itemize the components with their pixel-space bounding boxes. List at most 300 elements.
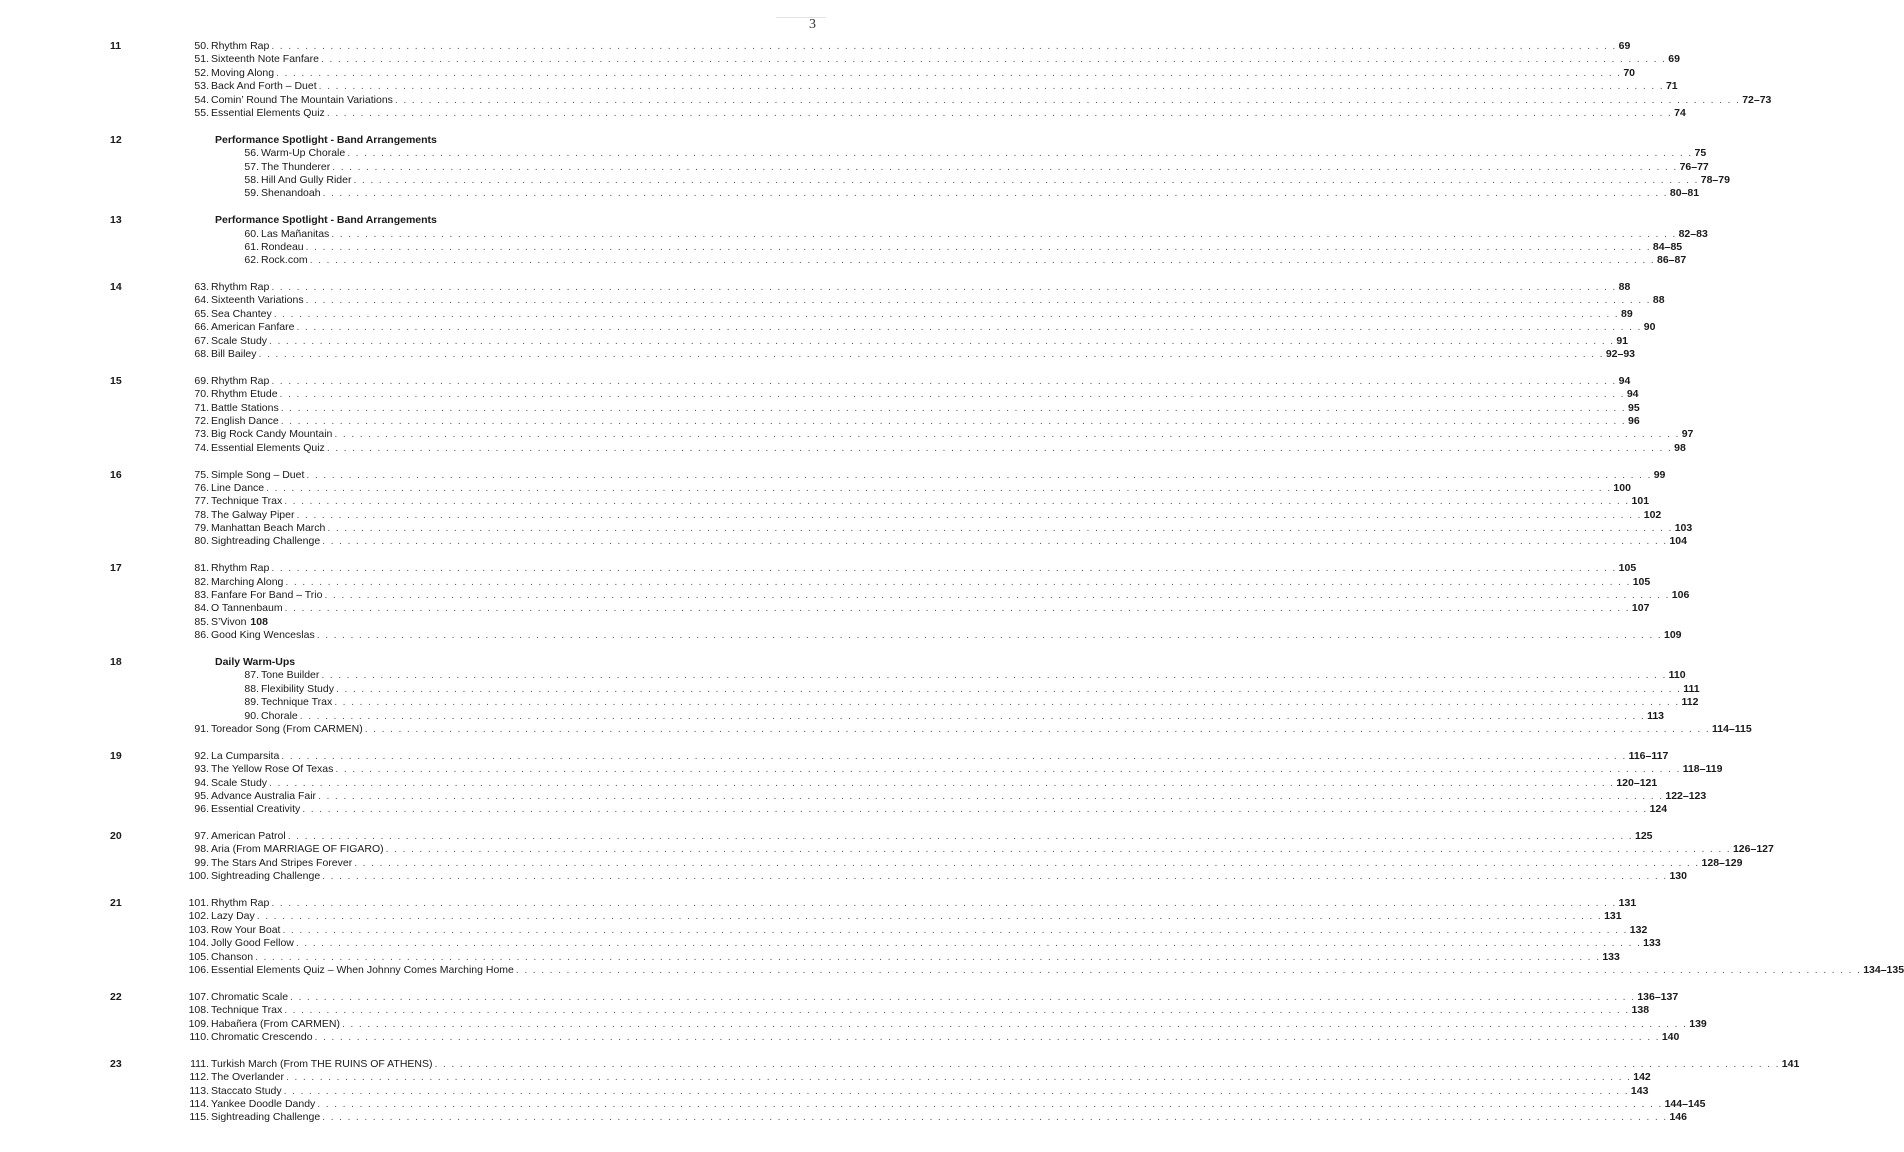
leader-dots: . . . . . . . . . . . . . . . . . . . . . . . . . . . . . . . . . . . . . . . . . . . . . . . . . . . . . . . . . . . . . . . . . . . . . . . . . . . . . . . . . . . . . . . . . . . . . . . . . . . . . . . . . . . . . . . . . . . . . . . . . . . . . . . . . . . . . . . . . . . . . . . . . . . . . . . . . . . . . . . . [335, 682, 1682, 695]
entry-title: Sixteenth Variations [211, 294, 304, 307]
toc-entry[interactable] [180, 870, 1687, 883]
leader-dots: . . . . . . . . . . . . . . . . . . . . . . . . . . . . . . . . . . . . . . . . . . . . . . . . . . . . . . . . . . . . . . . . . . . . . . . . . . . . . . . . . . . . . . . . . . . . . . . . . . . . . . . . . . . . . . . . . . . . . . . . . . . . . . . . . . . . . . . . . . . . . . . . . . . . . . . . . . . . . . . . [299, 709, 1646, 722]
leader-dots: . . . . . . . . . . . . . . . . . . . . . . . . . . . . . . . . . . . . . . . . . . . . . . . . . . . . . . . . . . . . . . . . . . . . . . . . . . . . . . . . . . . . . . . . . . . . . . . . . . . . . . . . . . . . . . . . . . . . . . . . . . . . . . . . . . . . . . . . . . . . . . . . . . . . . . . . . . . . . . . . [285, 1071, 1632, 1084]
entry-index: 112. [189, 1071, 209, 1084]
entry-page: 78–79 [1700, 173, 1730, 186]
entry-title: Essential Elements Quiz [211, 441, 325, 454]
entry-title: Flexibility Study [261, 682, 334, 695]
entry-page: 139 [1689, 1017, 1707, 1030]
entry-title: Jolly Good Fellow [211, 937, 294, 950]
entry-index: 97. [194, 830, 209, 843]
entry-index: 106. [188, 964, 209, 976]
toc-entry[interactable] [180, 414, 1640, 428]
toc-entry[interactable] [180, 80, 1678, 93]
entry-page: 69 [1618, 40, 1631, 52]
toc-entry[interactable] [230, 669, 1686, 682]
entry-title: Lazy Day [211, 910, 255, 923]
entry-page: 90 [1643, 321, 1656, 334]
entry-title: Essential Creativity [211, 803, 301, 816]
entry-page: 133 [1602, 950, 1620, 963]
leader-dots: . . . . . . . . . . . . . . . . . . . . . . . . . . . . . . . . . . . . . . . . . . . . . . . . . . . . . . . . . . . . . . . . . . . . . . . . . . . . . . . . . . . . . . . . . . . . . . . . . . . . . . . . . . . . . . . . . . . . . . . . . . . . . . . . . . . . . . . . . . . . . . . . . . . . . . . . . . . . . . . . [271, 40, 1617, 52]
lesson-block [0, 562, 1690, 642]
entry-page: 74 [1674, 106, 1686, 119]
entry-page: 126–127 [1732, 843, 1774, 856]
leader-dots: . . . . . . . . . . . . . . . . . . . . . . . . . . . . . . . . . . . . . . . . . . . . . . . . . . . . . . . . . . . . . . . . . . . . . . . . . . . . . . . . . . . . . . . . . . . . . . . . . . . . . . . . . . . . . . . . . . . . . . . . . . . . . . . . . . . . . . . . . . . . . . . . . . . . . . . . . . . . . . . . [287, 830, 1633, 843]
entry-index: 114. [189, 1097, 209, 1110]
entry-title: Chromatic Crescendo [211, 1030, 313, 1043]
entry-page: 122–123 [1665, 789, 1707, 802]
leader-dots: . . . . . . . . . . . . . . . . . . . . . . . . . . . . . . . . . . . . . . . . . . . . . . . . . . . . . . . . . . . . . . . . . . . . . . . . . . . . . . . . . . . . . . . . . . . . . . . . . . . . . . . . . . . . . . . . . . . . . . . . . . . . . . . . . . . . . . . . . . . . . . . . . . . . . . . . . . . . . . . . [331, 227, 1677, 240]
toc-entry[interactable] [180, 334, 1629, 348]
leader-dots: . . . . . . . . . . . . . . . . . . . . . . . . . . . . . . . . . . . . . . . . . . . . . . . . . . . . . . . . . . . . . . . . . . . . . . . . . . . . . . . . . . . . . . . . . . . . . . . . . . . . . . . . . . . . . . . . . . . . . . . . . . . . . . . . . . . . . . . . . . . . . . . . . . . . . . . . . . . . . . . . [334, 696, 1680, 709]
leader-dots: . . . . . . . . . . . . . . . . . . . . . . . . . . . . . . . . . . . . . . . . . . . . . . . . . . . . . . . . . . . . . . . . . . . . . . . . . . . . . . . . . . . . . . . . . . . . . . . . . . . . . . . . . . . . . . . . . . . . . . . . . . . . . . . . . . . . . . . . . . . . . . . . . . . . . . . . . . . . . . . . [281, 749, 1627, 762]
entry-page: 69 [1668, 53, 1680, 66]
table-of-contents [0, 40, 1904, 1138]
entry-title: Essential Elements Quiz – When Johnny Comes Marching Home [211, 964, 514, 976]
toc-entry[interactable] [180, 535, 1687, 548]
entry-page: 141 [1781, 1057, 1800, 1070]
entry-title: La Cumparsita [211, 749, 280, 762]
entry-index: 60. [244, 227, 259, 240]
entry-index: 93. [194, 763, 209, 776]
leader-dots: . . . . . . . . . . . . . . . . . . . . . . . . . . . . . . . . . . . . . . . . . . . . . . . . . . . . . . . . . . . . . . . . . . . . . . . . . . . . . . . . . . . . . . . . . . . . . . . . . . . . . . . . . . . . . . . . . . . . . . . . . . . . . . . . . . . . . . . . . . . . . . . . . . . . . . . . . . . . . . . . [320, 53, 1667, 66]
entry-page: 71 [1665, 80, 1678, 93]
entry-index: 104. [188, 937, 209, 950]
entry-title: Manhattan Beach March [211, 522, 326, 535]
entry-title: Rhythm Rap [211, 374, 270, 387]
leader-dots: . . . . . . . . . . . . . . . . . . . . . . . . . . . . . . . . . . . . . . . . . . . . . . . . . . . . . . . . . . . . . . . . . . . . . . . . . . . . . . . . . . . . . . . . . . . . . . . . . . . . . . . . . . . . . . . . . . . . . . . . . . . . . . . . . . . . . . . . . . . . . . . . . . . . . . . . . . . . . . . . [354, 856, 1700, 869]
entry-title: Sea Chantey [211, 307, 272, 320]
toc-entry[interactable] [180, 1071, 1651, 1084]
entry-index: 64. [194, 294, 209, 307]
toc-entry[interactable] [180, 401, 1640, 415]
entry-page: 130 [1669, 870, 1687, 883]
entry-page: 125 [1635, 830, 1653, 843]
toc-entry[interactable] [180, 950, 1620, 964]
entry-index: 87. [244, 669, 259, 682]
entry-page: 124 [1649, 803, 1668, 816]
entry-index: 84. [194, 602, 209, 615]
entry-index: 72. [194, 414, 209, 427]
entry-index: 76. [194, 481, 209, 494]
entry-title: Marching Along [211, 575, 284, 588]
leader-dots: . . . . . . . . . . . . . . . . . . . . . . . . . . . . . . . . . . . . . . . . . . . . . . . . . . . . . . . . . . . . . . . . . . . . . . . . . . . . . . . . . . . . . . . . . . . . . . . . . . . . . . . . . . . . . . . . . . . . . . . . . . . . . . . . . . . . . . . . . . . . . . . . . . . . . . . . . . . . . . . . [295, 937, 1642, 950]
entry-title: Aria (From MARRIAGE OF FIGARO) [211, 843, 384, 856]
entry-title: Rock.com [261, 254, 308, 267]
toc-entry[interactable] [180, 964, 1904, 977]
entry-title: Staccato Study [211, 1084, 282, 1097]
entry-title: Hill And Gully Rider [261, 173, 352, 186]
lesson-number: 20 [110, 830, 122, 843]
toc-entry[interactable] [180, 589, 1690, 602]
entry-page: 116–117 [1628, 749, 1669, 762]
toc-entry[interactable] [180, 1111, 1687, 1124]
entry-index: 102. [188, 910, 209, 923]
leader-dots: . . . . . . . . . . . . . . . . . . . . . . . . . . . . . . . . . . . . . . . . . . . . . . . . . . . . . . . . . . . . . . . . . . . . . . . . . . . . . . . . . . . . . . . . . . . . . . . . . . . . . . . . . . . . . . . . . . . . . . . . . . . . . . . . . . . . . . . . . . . . . . . . . . . . . . . . . . . . . . . . [273, 307, 1620, 320]
leader-dots: . . . . . . . . . . . . . . . . . . . . . . . . . . . . . . . . . . . . . . . . . . . . . . . . . . . . . . . . . . . . . . . . . . . . . . . . . . . . . . . . . . . . . . . . . . . . . . . . . . . . . . . . . . . . . . . . . . . . . . . . . . . . . . . . . . . . . . . . . . . . . . . . . . . . . . . . . . . . . . . . [322, 1111, 1668, 1124]
entry-page: 70 [1623, 66, 1636, 79]
entry-title: Las Mañanitas [261, 227, 330, 240]
entry-title: Battle Stations [211, 401, 279, 414]
entry-title: Sightreading Challenge [211, 1111, 321, 1124]
lesson-number: 13 [110, 214, 122, 227]
toc-entry[interactable] [180, 106, 1686, 120]
entry-title: Warm-Up Chorale [261, 147, 346, 160]
lesson-number: 15 [110, 374, 122, 387]
entry-index: 52. [194, 66, 209, 79]
entry-page: 80–81 [1669, 187, 1700, 200]
entry-title: Technique Trax [211, 495, 283, 508]
entry-page: 104 [1669, 535, 1687, 548]
entry-page: 132 [1629, 923, 1648, 936]
leader-dots: . . . . . . . . . . . . . . . . . . . . . . . . . . . . . . . . . . . . . . . . . . . . . . . . . . . . . . . . . . . . . . . . . . . . . . . . . . . . . . . . . . . . . . . . . . . . . . . . . . . . . . . . . . . . . . . . . . . . . . . . . . . . . . . . . . . . . . . . . . . . . . . . . . . . . . . . . . . . . . . . [271, 374, 1617, 387]
leader-dots: . . . . . . . . . . . . . . . . . . . . . . . . . . . . . . . . . . . . . . . . . . . . . . . . . . . . . . . . . . . . . . . . . . . . . . . . . . . . . . . . . . . . . . . . . . . . . . . . . . . . . . . . . . . . . . . . . . . . . . . . . . . . . . . . . . . . . . . . . . . . . . . . . . . . . . . . . . . . . . . . [347, 147, 1693, 160]
leader-dots: . . . . . . . . . . . . . . . . . . . . . . . . . . . . . . . . . . . . . . . . . . . . . . . . . . . . . . . . . . . . . . . . . . . . . . . . . . . . . . . . . . . . . . . . . . . . . . . . . . . . . . . . . . . . . . . . . . . . . . . . . . . . . . . . . . . . . . . . . . . . . . . . . . . . . . . . . . . . . . . . [271, 562, 1617, 575]
entry-page: 98 [1674, 441, 1686, 454]
entry-title: The Yellow Rose Of Texas [211, 763, 334, 776]
entry-index: 59. [244, 187, 259, 200]
entry-index: 86. [194, 629, 209, 642]
leader-dots: . . . . . . . . . . . . . . . . . . . . . . . . . . . . . . . . . . . . . . . . . . . . . . . . . . . . . . . . . . . . . . . . . . . . . . . . . . . . . . . . . . . . . . . . . . . . . . . . . . . . . . . . . . . . . . . . . . . . . . . . . . . . . . . . . . . . . . . . . . . . . . . . . . . . . . . . . . . . . . . . [515, 964, 1862, 976]
toc-entry[interactable] [180, 990, 1679, 1004]
entry-title: Fanfare For Band – Trio [211, 589, 323, 602]
toc-entry[interactable] [180, 93, 1772, 107]
toc-entry[interactable] [180, 937, 1661, 950]
entry-title: Rondeau [261, 240, 304, 253]
entry-page: 100 [1613, 481, 1631, 494]
lesson-number: 17 [110, 562, 122, 575]
entry-index: 95. [194, 789, 209, 802]
entry-page: 131 [1604, 910, 1622, 923]
entry-title: Line Dance [211, 481, 265, 494]
toc-entry[interactable] [230, 682, 1700, 696]
toc-entry[interactable] [180, 776, 1658, 790]
entry-index: 68. [194, 348, 209, 361]
toc-entry[interactable] [180, 856, 1743, 870]
entry-title: Technique Trax [211, 1004, 283, 1017]
section-heading: Daily Warm-Ups [215, 656, 296, 668]
entry-page: 88 [1652, 294, 1665, 307]
toc-entry[interactable] [180, 294, 1665, 307]
toc-entry[interactable] [180, 1017, 1707, 1031]
entry-index: 91. [194, 722, 209, 735]
entry-index: 110. [189, 1030, 209, 1043]
entry-title: American Patrol [211, 830, 286, 843]
entry-page: 112 [1681, 696, 1699, 709]
toc-entry[interactable] [180, 522, 1693, 535]
entry-index: 98. [194, 843, 209, 856]
toc-entry[interactable] [180, 910, 1622, 923]
toc-entry[interactable] [180, 348, 1636, 361]
lesson-block [0, 468, 1693, 549]
toc-entry[interactable] [230, 160, 1709, 174]
leader-dots: . . . . . . . . . . . . . . . . . . . . . . . . . . . . . . . . . . . . . . . . . . . . . . . . . . . . . . . . . . . . . . . . . . . . . . . . . . . . . . . . . . . . . . . . . . . . . . . . . . . . . . . . . . . . . . . . . . . . . . . . . . . . . . . . . . . . . . . . . . . . . . . . . . . . . . . . . . . . . . . . [271, 897, 1617, 910]
entry-title: Simple Song – Duet [211, 468, 305, 481]
entry-index: 82. [194, 575, 209, 588]
entry-title: Scale Study [211, 776, 268, 789]
leader-dots: . . . . . . . . . . . . . . . . . . . . . . . . . . . . . . . . . . . . . . . . . . . . . . . . . . . . . . . . . . . . . . . . . . . . . . . . . . . . . . . . . . . . . . . . . . . . . . . . . . . . . . . . . . . . . . . . . . . . . . . . . . . . . . . . . . . . . . . . . . . . . . . . . . . . . . . . . . . . . . . . [322, 187, 1668, 200]
toc-entry[interactable] [180, 803, 1668, 816]
toc-entry[interactable] [180, 897, 1637, 910]
leader-dots: . . . . . . . . . . . . . . . . . . . . . . . . . . . . . . . . . . . . . . . . . . . . . . . . . . . . . . . . . . . . . . . . . . . . . . . . . . . . . . . . . . . . . . . . . . . . . . . . . . . . . . . . . . . . . . . . . . . . . . . . . . . . . . . . . . . . . . . . . . . . . . . . . . . . . . . . . . . . . . . . [276, 66, 1622, 79]
toc-entry[interactable] [230, 709, 1665, 723]
entry-index: 55. [194, 106, 209, 119]
entry-title: Sightreading Challenge [211, 870, 321, 883]
entry-title: Rhythm Rap [211, 281, 270, 294]
entry-title: Scale Study [211, 334, 268, 347]
entry-index: 105. [188, 950, 209, 963]
toc-entry[interactable] [180, 789, 1707, 803]
leader-dots: . . . . . . . . . . . . . . . . . . . . . . . . . . . . . . . . . . . . . . . . . . . . . . . . . . . . . . . . . . . . . . . . . . . . . . . . . . . . . . . . . . . . . . . . . . . . . . . . . . . . . . . . . . . . . . . . . . . . . . . . . . . . . . . . . . . . . . . . . . . . . . . . . . . . . . . . . . . . . . . . [296, 321, 1642, 334]
lesson-number: 16 [110, 468, 122, 481]
toc-entry[interactable] [180, 602, 1650, 615]
toc-entry[interactable] [180, 575, 1651, 589]
entry-index: 88. [244, 682, 259, 695]
entry-page: 114–115 [1712, 722, 1752, 735]
toc-entry[interactable] [180, 374, 1631, 388]
leader-dots: . . . . . . . . . . . . . . . . . . . . . . . . . . . . . . . . . . . . . . . . . . . . . . . . . . . . . . . . . . . . . . . . . . . . . . . . . . . . . . . . . . . . . . . . . . . . . . . . . . . . . . . . . . . . . . . . . . . . . . . . . . . . . . . . . . . . . . . . . . . . . . . . . . . . . . . . . . . . . . . . [283, 1084, 1629, 1097]
toc-entry[interactable] [180, 281, 1631, 294]
toc-entry[interactable] [230, 173, 1730, 187]
leader-dots: . . . . . . . . . . . . . . . . . . . . . . . . . . . . . . . . . . . . . . . . . . . . . . . . . . . . . . . . . . . . . . . . . . . . . . . . . . . . . . . . . . . . . . . . . . . . . . . . . . . . . . . . . . . . . . . . . . . . . . . . . . . . . . . . . . . . . . . . . . . . . . . . . . . . . . . . . . . . . . . . [335, 763, 1681, 776]
leader-dots: . . . . . . . . . . . . . . . . . . . . . . . . . . . . . . . . . . . . . . . . . . . . . . . . . . . . . . . . . . . . . . . . . . . . . . . . . . . . . . . . . . . . . . . . . . . . . . . . . . . . . . . . . . . . . . . . . . . . . . . . . . . . . . . . . . . . . . . . . . . . . . . . . . . . . . . . . . . . . . . . [321, 669, 1667, 682]
entry-page: 92–93 [1605, 348, 1636, 361]
leader-dots: . . . . . . . . . . . . . . . . . . . . . . . . . . . . . . . . . . . . . . . . . . . . . . . . . . . . . . . . . . . . . . . . . . . . . . . . . . . . . . . . . . . . . . . . . . . . . . . . . . . . . . . . . . . . . . . . . . . . . . . . . . . . . . . . . . . . . . . . . . . . . . . . . . . . . . . . . . . . . . . . [318, 789, 1664, 802]
leader-dots: . . . . . . . . . . . . . . . . . . . . . . . . . . . . . . . . . . . . . . . . . . . . . . . . . . . . . . . . . . . . . . . . . . . . . . . . . . . . . . . . . . . . . . . . . . . . . . . . . . . . . . . . . . . . . . . . . . . . . . . . . . . . . . . . . . . . . . . . . . . . . . . . . . . . . . . . . . . . . . . . [394, 93, 1741, 106]
entry-title: Comin’ Round The Mountain Variations [211, 93, 393, 106]
lesson-number: 11 [110, 40, 122, 52]
leader-dots: . . . . . . . . . . . . . . . . . . . . . . . . . . . . . . . . . . . . . . . . . . . . . . . . . . . . . . . . . . . . . . . . . . . . . . . . . . . . . . . . . . . . . . . . . . . . . . . . . . . . . . . . . . . . . . . . . . . . . . . . . . . . . . . . . . . . . . . . . . . . . . . . . . . . . . . . . . . . . . . . [305, 240, 1651, 253]
leader-dots: . . . . . . . . . . . . . . . . . . . . . . . . . . . . . . . . . . . . . . . . . . . . . . . . . . . . . . . . . . . . . . . . . . . . . . . . . . . . . . . . . . . . . . . . . . . . . . . . . . . . . . . . . . . . . . . . . . . . . . . . . . . . . . . . . . . . . . . . . . . . . . . . . . . . . . . . . . . . . . . . [314, 1030, 1660, 1043]
entry-index: 57. [244, 160, 259, 173]
toc-entry[interactable] [180, 1084, 1649, 1098]
leader-dots: . . . . . . . . . . . . . . . . . . . . . . . . . . . . . . . . . . . . . . . . . . . . . . . . . . . . . . . . . . . . . . . . . . . . . . . . . . . . . . . . . . . . . . . . . . . . . . . . . . . . . . . . . . . . . . . . . . . . . . . . . . . . . . . . . . . . . . . . . . . . . . . . . . . . . . . . . . . . . . . . [309, 254, 1655, 267]
entry-index: 56. [244, 147, 259, 160]
lesson-number: 21 [110, 897, 122, 910]
toc-entry[interactable] [180, 722, 1752, 736]
entry-index: 94. [194, 776, 209, 789]
entry-page: 110 [1668, 669, 1686, 682]
entry-index: 90. [244, 709, 259, 722]
entry-title: The Overlander [211, 1071, 284, 1084]
toc-entry[interactable] [230, 254, 1687, 267]
leader-dots: . . . . . . . . . . . . . . . . . . . . . . . . . . . . . . . . . . . . . . . . . . . . . . . . . . . . . . . . . . . . . . . . . . . . . . . . . . . . . . . . . . . . . . . . . . . . . . . . . . . . . . . . . . . . . . . . . . . . . . . . . . . . . . . . . . . . . . . . . . . . . . . . . . . . . . . . . . . . . . . . [290, 990, 1636, 1003]
entry-page: 136–137 [1637, 990, 1679, 1003]
entry-title: Technique Trax [261, 696, 333, 709]
entry-page: 108 [250, 615, 268, 628]
lesson-block [0, 897, 1904, 977]
leader-dots: . . . . . . . . . . . . . . . . . . . . . . . . . . . . . . . . . . . . . . . . . . . . . . . . . . . . . . . . . . . . . . . . . . . . . . . . . . . . . . . . . . . . . . . . . . . . . . . . . . . . . . . . . . . . . . . . . . . . . . . . . . . . . . . . . . . . . . . . . . . . . . . . . . . . . . . . . . . . . . . . [280, 414, 1627, 427]
leader-dots: . . . . . . . . . . . . . . . . . . . . . . . . . . . . . . . . . . . . . . . . . . . . . . . . . . . . . . . . . . . . . . . . . . . . . . . . . . . . . . . . . . . . . . . . . . . . . . . . . . . . . . . . . . . . . . . . . . . . . . . . . . . . . . . . . . . . . . . . . . . . . . . . . . . . . . . . . . . . . . . . [279, 388, 1625, 401]
entry-page: 72–73 [1742, 93, 1772, 106]
leader-dots: . . . . . . . . . . . . . . . . . . . . . . . . . . . . . . . . . . . . . . . . . . . . . . . . . . . . . . . . . . . . . . . . . . . . . . . . . . . . . . . . . . . . . . . . . . . . . . . . . . . . . . . . . . . . . . . . . . . . . . . . . . . . . . . . . . . . . . . . . . . . . . . . . . . . . . . . . . . . . . . . [284, 495, 1630, 508]
entry-title: Sightreading Challenge [211, 535, 321, 548]
entry-page: 107 [1631, 602, 1650, 615]
entry-index: 70. [194, 388, 209, 401]
entry-title: Yankee Doodle Dandy [211, 1097, 316, 1110]
entry-page: 89 [1621, 307, 1633, 320]
lesson-block [0, 214, 1708, 268]
entry-index: 69. [194, 374, 209, 387]
toc-entry[interactable] [180, 495, 1650, 508]
entry-index: 85. [194, 615, 209, 628]
entry-title: Big Rock Candy Mountain [211, 428, 333, 441]
lesson-block [0, 749, 1723, 817]
toc-entry[interactable] [180, 468, 1666, 482]
toc-entry[interactable] [180, 1097, 1706, 1111]
leader-dots: . . . . . . . . . . . . . . . . . . . . . . . . . . . . . . . . . . . . . . . . . . . . . . . . . . . . . . . . . . . . . . . . . . . . . . . . . . . . . . . . . . . . . . . . . . . . . . . . . . . . . . . . . . . . . . . . . . . . . . . . . . . . . . . . . . . . . . . . . . . . . . . . . . . . . . . . . . . . . . . . [332, 160, 1678, 173]
lesson-number: 18 [110, 656, 122, 668]
entry-index: 71. [194, 401, 209, 414]
entry-index: 100. [188, 870, 209, 883]
entry-page: 128–129 [1701, 856, 1743, 869]
entry-page: 144–145 [1664, 1097, 1706, 1110]
lesson-number: 22 [110, 990, 122, 1003]
entry-page: 138 [1631, 1004, 1650, 1017]
leader-dots: . . . . . . . . . . . . . . . . . . . . . . . . . . . . . . . . . . . . . . . . . . . . . . . . . . . . . . . . . . . . . . . . . . . . . . . . . . . . . . . . . . . . . . . . . . . . . . . . . . . . . . . . . . . . . . . . . . . . . . . . . . . . . . . . . . . . . . . . . . . . . . . . . . . . . . . . . . . . . . . . [280, 401, 1627, 414]
toc-entry[interactable] [180, 562, 1637, 575]
toc-entry[interactable] [180, 53, 1680, 66]
entry-page: 84–85 [1652, 240, 1683, 253]
leader-dots: . . . . . . . . . . . . . . . . . . . . . . . . . . . . . . . . . . . . . . . . . . . . . . . . . . . . . . . . . . . . . . . . . . . . . . . . . . . . . . . . . . . . . . . . . . . . . . . . . . . . . . . . . . . . . . . . . . . . . . . . . . . . . . . . . . . . . . . . . . . . . . . . . . . . . . . . . . . . . . . . [318, 80, 1664, 93]
entry-page: 105 [1632, 575, 1651, 588]
toc-entry[interactable] [230, 187, 1700, 200]
entry-page: 75 [1694, 147, 1707, 160]
entry-title: Turkish March (From THE RUINS OF ATHENS) [211, 1057, 433, 1070]
entry-index: 107. [188, 990, 209, 1003]
leader-dots: . . . . . . . . . . . . . . . . . . . . . . . . . . . . . . . . . . . . . . . . . . . . . . . . . . . . . . . . . . . . . . . . . . . . . . . . . . . . . . . . . . . . . . . . . . . . . . . . . . . . . . . . . . . . . . . . . . . . . . . . . . . . . . . . . . . . . . . . . . . . . . . . . . . . . . . . . . . . . . . . [266, 481, 1612, 494]
entry-title: Moving Along [211, 66, 275, 79]
entry-title: Chromatic Scale [211, 990, 289, 1003]
toc-entry[interactable] [180, 508, 1662, 522]
leader-dots: . . . . . . . . . . . . . . . . . . . . . . . . . . . . . . . . . . . . . . . . . . . . . . . . . . . . . . . . . . . . . . . . . . . . . . . . . . . . . . . . . . . . . . . . . . . . . . . . . . . . . . . . . . . . . . . . . . . . . . . . . . . . . . . . . . . . . . . . . . . . . . . . . . . . . . . . . . . . . . . . [258, 348, 1604, 361]
entry-title: S’Vivon [211, 615, 247, 628]
entry-title: American Fanfare [211, 321, 295, 334]
toc-entry[interactable] [180, 40, 1631, 53]
toc-entry[interactable] [180, 923, 1648, 937]
entry-page: 97 [1681, 428, 1694, 441]
entry-title: Back And Forth – Duet [211, 80, 317, 93]
leader-dots: . . . . . . . . . . . . . . . . . . . . . . . . . . . . . . . . . . . . . . . . . . . . . . . . . . . . . . . . . . . . . . . . . . . . . . . . . . . . . . . . . . . . . . . . . . . . . . . . . . . . . . . . . . . . . . . . . . . . . . . . . . . . . . . . . . . . . . . . . . . . . . . . . . . . . . . . . . . . . . . . [385, 843, 1731, 856]
leader-dots: . . . . . . . . . . . . . . . . . . . . . . . . . . . . . . . . . . . . . . . . . . . . . . . . . . . . . . . . . . . . . . . . . . . . . . . . . . . . . . . . . . . . . . . . . . . . . . . . . . . . . . . . . . . . . . . . . . . . . . . . . . . . . . . . . . . . . . . . . . . . . . . . . . . . . . . . . . . . . . . . [284, 1004, 1630, 1017]
lesson-block [0, 830, 1774, 884]
leader-dots: . . . . . . . . . . . . . . . . . . . . . . . . . . . . . . . . . . . . . . . . . . . . . . . . . . . . . . . . . . . . . . . . . . . . . . . . . . . . . . . . . . . . . . . . . . . . . . . . . . . . . . . . . . . . . . . . . . . . . . . . . . . . . . . . . . . . . . . . . . . . . . . . . . . . . . . . . . . . . . . . [284, 602, 1630, 615]
header-rule [776, 17, 826, 18]
entry-page: 106 [1671, 589, 1690, 602]
entry-index: 115. [189, 1111, 209, 1124]
leader-dots: . . . . . . . . . . . . . . . . . . . . . . . . . . . . . . . . . . . . . . . . . . . . . . . . . . . . . . . . . . . . . . . . . . . . . . . . . . . . . . . . . . . . . . . . . . . . . . . . . . . . . . . . . . . . . . . . . . . . . . . . . . . . . . . . . . . . . . . . . . . . . . . . . . . . . . . . . . . . . . . . [334, 428, 1680, 441]
leader-dots: . . . . . . . . . . . . . . . . . . . . . . . . . . . . . . . . . . . . . . . . . . . . . . . . . . . . . . . . . . . . . . . . . . . . . . . . . . . . . . . . . . . . . . . . . . . . . . . . . . . . . . . . . . . . . . . . . . . . . . . . . . . . . . . . . . . . . . . . . . . . . . . . . . . . . . . . . . . . . . . . [306, 468, 1652, 481]
entry-page: 142 [1633, 1071, 1651, 1084]
lesson-block [0, 133, 1730, 201]
entry-page: 99 [1653, 468, 1666, 481]
leader-dots: . . . . . . . . . . . . . . . . . . . . . . . . . . . . . . . . . . . . . . . . . . . . . . . . . . . . . . . . . . . . . . . . . . . . . . . . . . . . . . . . . . . . . . . . . . . . . . . . . . . . . . . . . . . . . . . . . . . . . . . . . . . . . . . . . . . . . . . . . . . . . . . . . . . . . . . . . . . . . . . . [322, 535, 1668, 548]
toc-entry[interactable] [180, 66, 1636, 80]
entry-title: O Tannenbaum [211, 602, 283, 615]
leader-dots: . . . . . . . . . . . . . . . . . . . . . . . . . . . . . . . . . . . . . . . . . . . . . . . . . . . . . . . . . . . . . . . . . . . . . . . . . . . . . . . . . . . . . . . . . . . . . . . . . . . . . . . . . . . . . . . . . . . . . . . . . . . . . . . . . . . . . . . . . . . . . . . . . . . . . . . . . . . . . . . . [316, 629, 1662, 642]
entry-page: 140 [1661, 1030, 1680, 1043]
section-heading: Performance Spotlight - Band Arrangements [215, 214, 437, 227]
entry-page: 82–83 [1678, 227, 1708, 240]
toc-entry[interactable] [180, 749, 1669, 763]
entry-title: Rhythm Rap [211, 897, 270, 910]
leader-dots: . . . . . . . . . . . . . . . . . . . . . . . . . . . . . . . . . . . . . . . . . . . . . . . . . . . . . . . . . . . . . . . . . . . . . . . . . . . . . . . . . . . . . . . . . . . . . . . . . . . . . . . . . . . . . . . . . . . . . . . . . . . . . . . . . . . . . . . . . . . . . . . . . . . . . . . . . . . . . . . . [269, 776, 1615, 789]
entry-index: 111. [190, 1057, 209, 1070]
leader-dots: . . . . . . . . . . . . . . . . . . . . . . . . . . . . . . . . . . . . . . . . . . . . . . . . . . . . . . . . . . . . . . . . . . . . . . . . . . . . . . . . . . . . . . . . . . . . . . . . . . . . . . . . . . . . . . . . . . . . . . . . . . . . . . . . . . . . . . . . . . . . . . . . . . . . . . . . . . . . . . . . [271, 281, 1617, 294]
leader-dots: . . . . . . . . . . . . . . . . . . . . . . . . . . . . . . . . . . . . . . . . . . . . . . . . . . . . . . . . . . . . . . . . . . . . . . . . . . . . . . . . . . . . . . . . . . . . . . . . . . . . . . . . . . . . . . . . . . . . . . . . . . . . . . . . . . . . . . . . . . . . . . . . . . . . . . . . . . . . . . . . [322, 870, 1668, 883]
entry-page: 134–135 [1863, 964, 1904, 976]
entry-index: 54. [194, 93, 209, 106]
entry-index: 108. [188, 1004, 209, 1017]
toc-entry[interactable] [230, 147, 1707, 160]
lesson-number: 23 [110, 1057, 122, 1070]
entry-page: 86–87 [1656, 254, 1687, 267]
entry-index: 58. [244, 173, 259, 186]
entry-page: 95 [1628, 401, 1640, 414]
entry-page: 109 [1664, 629, 1682, 642]
toc-entry[interactable] [180, 428, 1694, 441]
lesson-block [0, 40, 1772, 120]
toc-entry[interactable] [180, 441, 1686, 455]
leader-dots: . . . . . . . . . . . . . . . . . . . . . . . . . . . . . . . . . . . . . . . . . . . . . . . . . . . . . . . . . . . . . . . . . . . . . . . . . . . . . . . . . . . . . . . . . . . . . . . . . . . . . . . . . . . . . . . . . . . . . . . . . . . . . . . . . . . . . . . . . . . . . . . . . . . . . . . . . . . . . . . . [434, 1057, 1780, 1070]
toc-entry[interactable] [180, 830, 1653, 843]
entry-title: English Dance [211, 414, 279, 427]
toc-entry[interactable] [180, 388, 1639, 401]
toc-entry[interactable] [230, 227, 1708, 241]
toc-entry[interactable] [180, 1057, 1800, 1071]
toc-entry[interactable] [180, 321, 1656, 334]
toc-entry[interactable] [230, 696, 1699, 709]
toc-entry[interactable] [180, 481, 1631, 495]
entry-title: Habañera (From CARMEN) [211, 1017, 340, 1030]
toc-entry[interactable] [180, 1004, 1650, 1017]
entry-index: 66. [194, 321, 209, 334]
lesson-block [0, 281, 1665, 361]
leader-dots: . . . . . . . . . . . . . . . . . . . . . . . . . . . . . . . . . . . . . . . . . . . . . . . . . . . . . . . . . . . . . . . . . . . . . . . . . . . . . . . . . . . . . . . . . . . . . . . . . . . . . . . . . . . . . . . . . . . . . . . . . . . . . . . . . . . . . . . . . . . . . . . . . . . . . . . . . . . . . . . . [324, 589, 1670, 602]
toc-entry[interactable] [180, 629, 1682, 642]
toc-entry[interactable] [180, 616, 696, 629]
leader-dots: . . . . . . . . . . . . . . . . . . . . . . . . . . . . . . . . . . . . . . . . . . . . . . . . . . . . . . . . . . . . . . . . . . . . . . . . . . . . . . . . . . . . . . . . . . . . . . . . . . . . . . . . . . . . . . . . . . . . . . . . . . . . . . . . . . . . . . . . . . . . . . . . . . . . . . . . . . . . . . . . [256, 910, 1603, 923]
entry-title: Tone Builder [261, 669, 320, 682]
entry-index: 62. [244, 254, 259, 267]
leader-dots: . . . . . . . . . . . . . . . . . . . . . . . . . . . . . . . . . . . . . . . . . . . . . . . . . . . . . . . . . . . . . . . . . . . . . . . . . . . . . . . . . . . . . . . . . . . . . . . . . . . . . . . . . . . . . . . . . . . . . . . . . . . . . . . . . . . . . . . . . . . . . . . . . . . . . . . . . . . . . . . . [326, 106, 1673, 119]
entry-title: Sixteenth Note Fanfare [211, 53, 319, 66]
toc-entry[interactable] [180, 307, 1633, 321]
entry-title: Shenandoah [261, 187, 321, 200]
entry-index: 81. [194, 562, 209, 575]
entry-title: Rhythm Rap [211, 562, 270, 575]
lesson-block [0, 656, 1752, 736]
leader-dots: . . . . . . . . . . . . . . . . . . . . . . . . . . . . . . . . . . . . . . . . . . . . . . . . . . . . . . . . . . . . . . . . . . . . . . . . . . . . . . . . . . . . . . . . . . . . . . . . . . . . . . . . . . . . . . . . . . . . . . . . . . . . . . . . . . . . . . . . . . . . . . . . . . . . . . . . . . . . . . . . [364, 722, 1711, 735]
entry-page: 131 [1618, 897, 1637, 910]
entry-page: 146 [1669, 1111, 1687, 1124]
leader-dots: . . . . . . . . . . . . . . . . . . . . . . . . . . . . . . . . . . . . . . . . . . . . . . . . . . . . . . . . . . . . . . . . . . . . . . . . . . . . . . . . . . . . . . . . . . . . . . . . . . . . . . . . . . . . . . . . . . . . . . . . . . . . . . . . . . . . . . . . . . . . . . . . . . . . . . . . . . . . . . . . [282, 923, 1628, 936]
entry-index: 109. [188, 1017, 209, 1030]
leader-dots: . . . . . . . . . . . . . . . . . . . . . . . . . . . . . . . . . . . . . . . . . . . . . . . . . . . . . . . . . . . . . . . . . . . . . . . . . . . . . . . . . . . . . . . . . . . . . . . . . . . . . . . . . . . . . . . . . . . . . . . . . . . . . . . . . . . . . . . . . . . . . . . . . . . . . . . . . . . . . . . . [317, 1097, 1663, 1110]
toc-entry[interactable] [180, 1030, 1680, 1044]
toc-entry[interactable] [180, 843, 1774, 856]
entry-title: Good King Wenceslas [211, 629, 315, 642]
entry-title: Bill Bailey [211, 348, 257, 361]
entry-title: Chorale [261, 709, 298, 722]
entry-page: 118–119 [1682, 763, 1723, 776]
entry-page: 101 [1631, 495, 1650, 508]
entry-index: 113. [189, 1084, 209, 1097]
toc-entry[interactable] [180, 763, 1723, 776]
leader-dots: . . . . . . . . . . . . . . . . . . . . . . . . . . . . . . . . . . . . . . . . . . . . . . . . . . . . . . . . . . . . . . . . . . . . . . . . . . . . . . . . . . . . . . . . . . . . . . . . . . . . . . . . . . . . . . . . . . . . . . . . . . . . . . . . . . . . . . . . . . . . . . . . . . . . . . . . . . . . . . . . [269, 334, 1615, 347]
entry-page: 76–77 [1679, 160, 1709, 173]
toc-entry[interactable] [230, 240, 1683, 254]
